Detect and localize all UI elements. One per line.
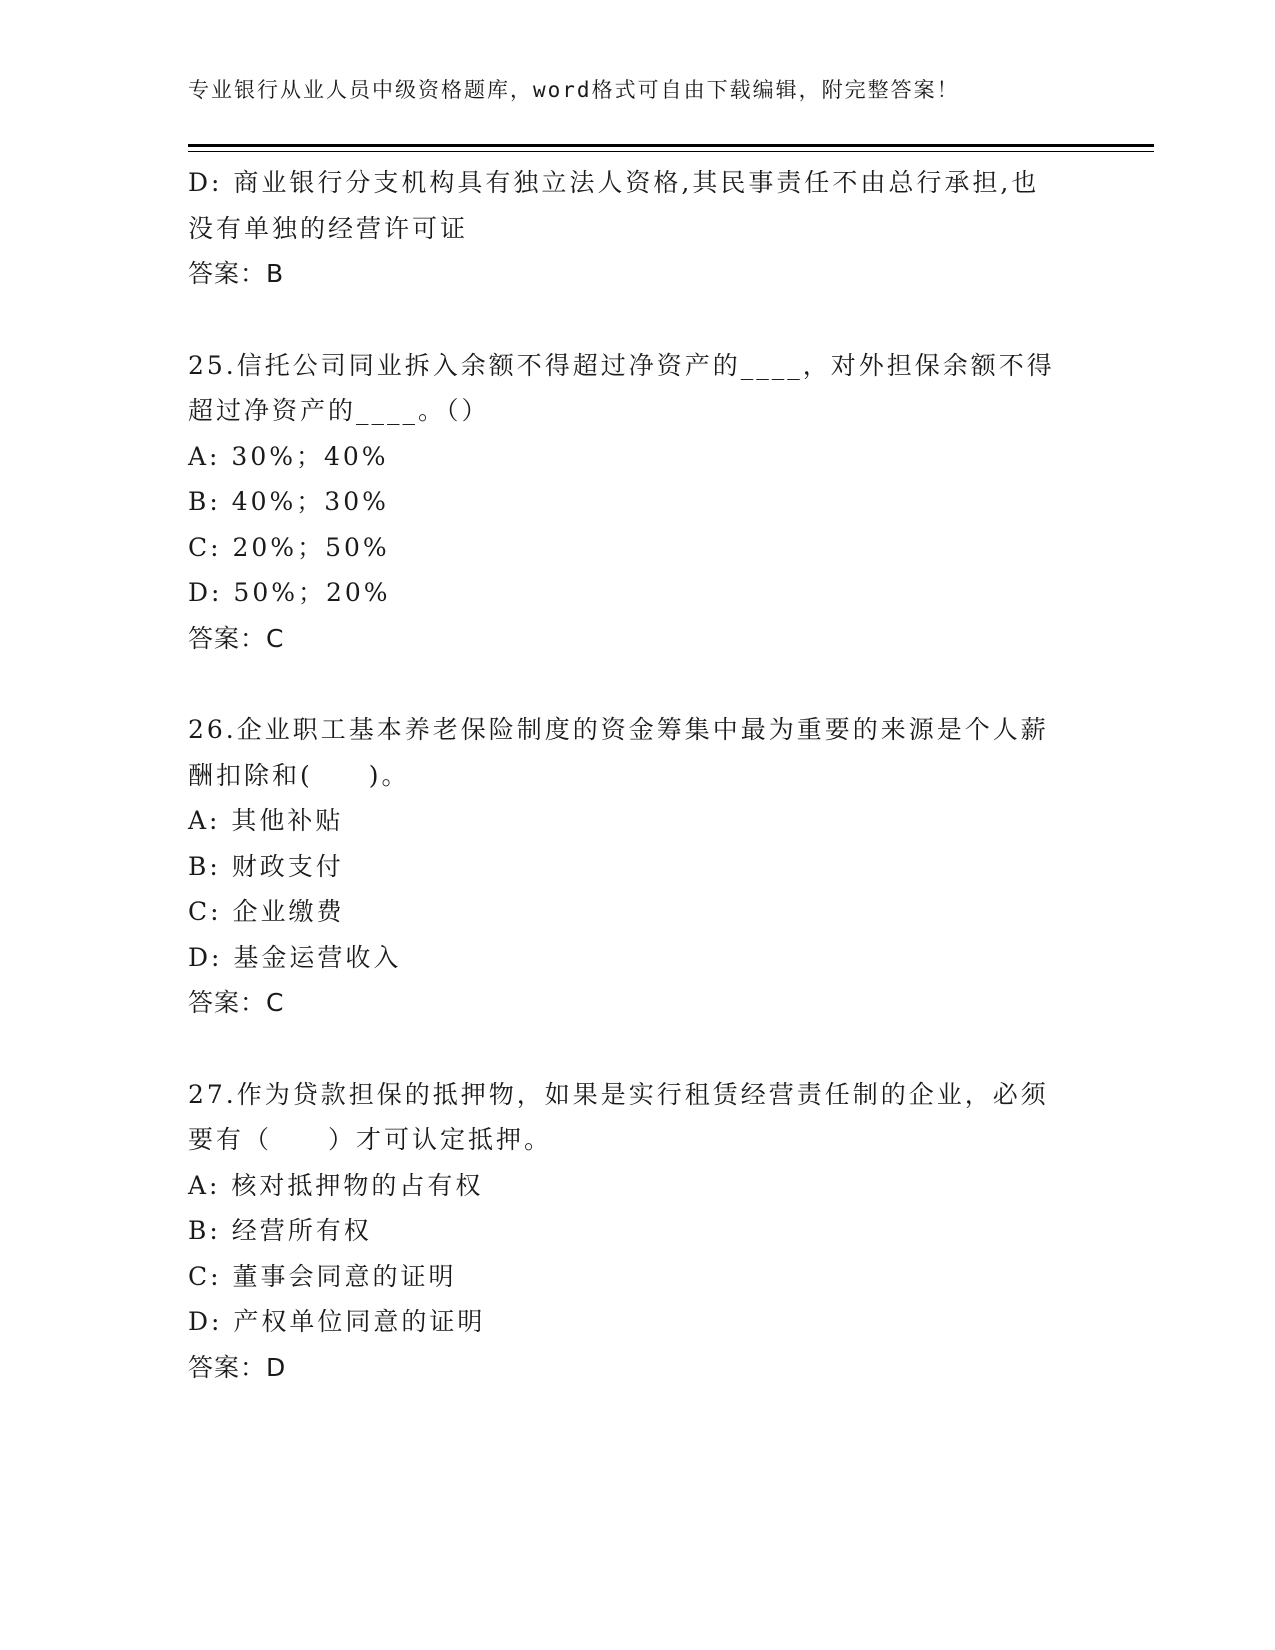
header-rule-thick bbox=[188, 144, 1154, 147]
option-c: C: 企业缴费 bbox=[188, 897, 345, 926]
continued-question bbox=[188, 160, 1148, 297]
question-26 bbox=[188, 707, 1148, 1026]
option-a: A: 30%；40% bbox=[188, 441, 389, 471]
option-a: A: 核对抵押物的占有权 bbox=[188, 1170, 484, 1200]
answer-line: 答案：B bbox=[188, 259, 285, 288]
option-d: D: 基金运营收入 bbox=[188, 942, 402, 972]
question-stem-line1: 26.企业职工基本养老保险制度的资金筹集中最为重要的来源是个人薪 bbox=[188, 715, 1049, 744]
spacer bbox=[188, 1026, 1148, 1072]
question-stem-line2: 超过净资产的____。（） bbox=[188, 396, 490, 425]
header-rule-thin bbox=[188, 151, 1154, 152]
page-header: 专业银行从业人员中级资格题库，word格式可自由下载编辑，附完整答案！ bbox=[188, 78, 960, 102]
option-b: B: 40%；30% bbox=[188, 487, 389, 516]
spacer bbox=[188, 297, 1148, 343]
option-d: D: 产权单位同意的证明 bbox=[188, 1307, 486, 1336]
answer-line: 答案：C bbox=[188, 623, 285, 653]
option-b: B: 财政支付 bbox=[188, 851, 344, 881]
option-a: A: 其他补贴 bbox=[188, 806, 344, 835]
option-c: C: 董事会同意的证明 bbox=[188, 1261, 457, 1291]
question-stem-line1: 25.信托公司同业拆入余额不得超过净资产的____，对外担保余额不得 bbox=[188, 350, 1055, 380]
answer-line: 答案：D bbox=[188, 1352, 287, 1382]
spacer bbox=[188, 661, 1148, 707]
answer-line: 答案：C bbox=[188, 988, 285, 1017]
question-25 bbox=[188, 343, 1148, 662]
option-d-line2: 没有单独的经营许可证 bbox=[188, 213, 469, 243]
question-stem-line2: 酬扣除和( )。 bbox=[188, 760, 410, 790]
option-d: D: 50%；20% bbox=[188, 578, 391, 607]
option-d-line1: D: 商业银行分支机构具有独立法人资格,其民事责任不由总行承担,也 bbox=[188, 168, 1040, 197]
question-stem-line2: 要有（ ）才可认定抵押。 bbox=[188, 1125, 553, 1154]
option-c: C: 20%；50% bbox=[188, 532, 390, 562]
question-content bbox=[188, 160, 1148, 1390]
question-27 bbox=[188, 1072, 1148, 1391]
question-stem-line1: 27.作为贷款担保的抵押物，如果是实行租赁经营责任制的企业，必须 bbox=[188, 1079, 1049, 1109]
option-b: B: 经营所有权 bbox=[188, 1216, 372, 1245]
